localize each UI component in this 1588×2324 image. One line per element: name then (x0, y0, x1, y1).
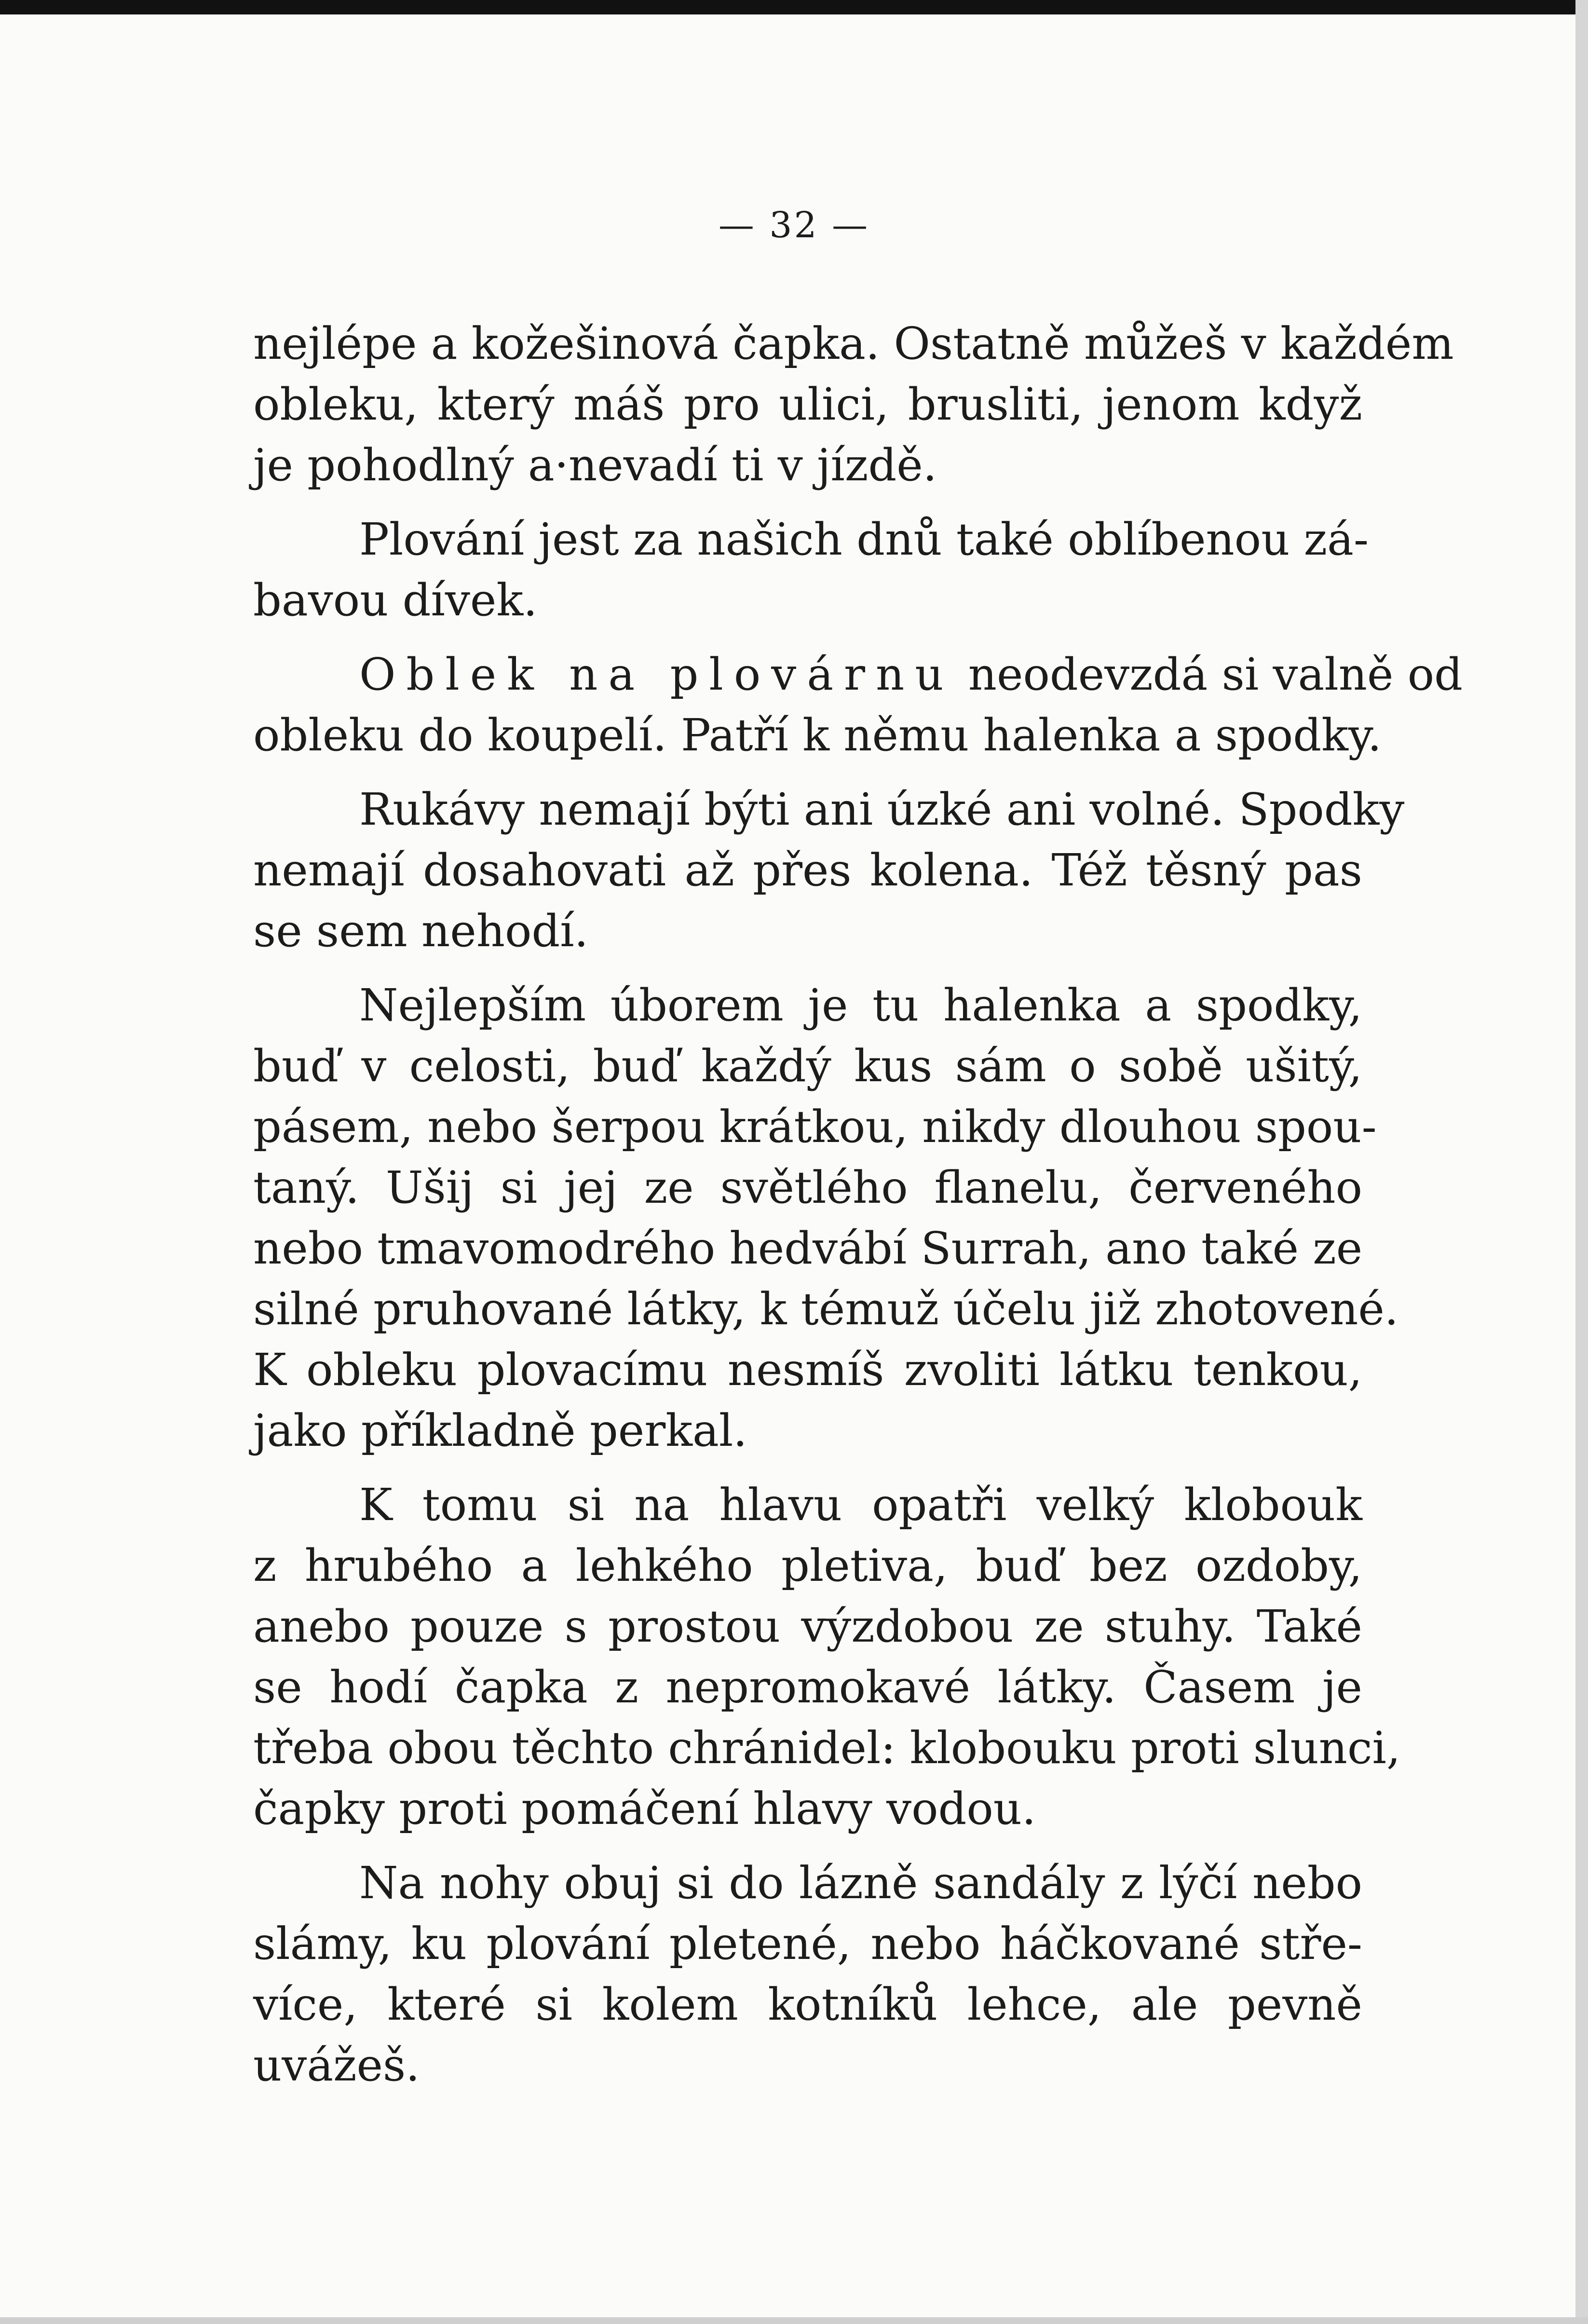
text-line: Rukávy nemají býti ani úzké ani volné. Spodky (359, 784, 1405, 835)
text-line: třeba obou těchto chránidel: klobouku proti slunci, (253, 1722, 1401, 1774)
text-line: se hodí čapka z nepromokavé látky. Časem je (253, 1661, 1362, 1713)
paragraph (253, 509, 1369, 631)
text-line: nemají dosahovati až přes kolena. Též těsný pas (253, 844, 1362, 896)
text-line: Nejlepším úborem je tu halenka a spodky, (359, 979, 1362, 1031)
text-line: je pohodlný a·nevadí ti v jízdě. (253, 439, 937, 491)
paragraph (253, 644, 1463, 766)
text-line: K obleku plovacímu nesmíš zvoliti látku tenkou, (253, 1344, 1362, 1396)
text-line: slámy, ku plování pletené, nebo háčkované stře- (253, 1918, 1362, 1970)
text-line: K tomu si na hlavu opatři velký klobouk (359, 1479, 1362, 1531)
paragraph (253, 313, 1454, 496)
scan-edge-bottom (0, 2317, 1588, 2324)
text-line: buď v celosti, buď každý kus sám o sobě ušitý, (253, 1040, 1362, 1092)
text-line: obleku, který máš pro ulici, brusliti, jenom když (253, 379, 1362, 430)
scan-edge-right (1575, 0, 1588, 2324)
text-line: čapky proti pomáčení hlavy vodou. (253, 1783, 1036, 1835)
text-line: Plování jest za našich dnů také oblíbenou zá- (359, 514, 1369, 565)
text-line: uvážeš. (253, 2039, 420, 2091)
text-line: anebo pouze s prostou výzdobou ze stuhy. Také (253, 1601, 1362, 1652)
spaced-emphasis: Oblek na plovárnu (359, 649, 954, 700)
text-line: z hrubého a lehkého pletiva, buď bez ozdoby, (253, 1540, 1362, 1591)
paragraph (253, 975, 1399, 1461)
page-number: — 32 — (718, 204, 870, 246)
text-line: pásem, nebo šerpou krátkou, nikdy dlouhou spou- (253, 1101, 1377, 1153)
text-line: Na nohy obuj si do lázně sandály z lýčí nebo (359, 1857, 1362, 1909)
text-line: silné pruhované látky, k témuž účelu již zhotovené. (253, 1283, 1399, 1335)
body-text (253, 313, 1463, 2096)
scan-edge-top (0, 0, 1588, 14)
text-line: se sem nehodí. (253, 905, 588, 957)
text-line (253, 644, 1463, 705)
text-run: neodevzdá si valně od (968, 649, 1463, 700)
text-line: jako příkladně perkal. (253, 1405, 747, 1456)
text-line: taný. Ušij si jej ze světlého flanelu, červeného (253, 1162, 1362, 1213)
paragraph (253, 1853, 1362, 2096)
text-line: nebo tmavomodrého hedvábí Surrah, ano také ze (253, 1223, 1363, 1274)
text-line: bavou dívek. (253, 574, 538, 626)
text-line: více, které si kolem kotníků lehce, ale pevně (253, 1979, 1362, 2030)
paragraph (253, 779, 1405, 962)
paragraph (253, 1475, 1401, 1839)
text-line: obleku do koupelí. Patří k němu halenka a spodky. (253, 709, 1382, 761)
text-line: nejlépe a kožešinová čapka. Ostatně můžeš v každém (253, 318, 1454, 369)
